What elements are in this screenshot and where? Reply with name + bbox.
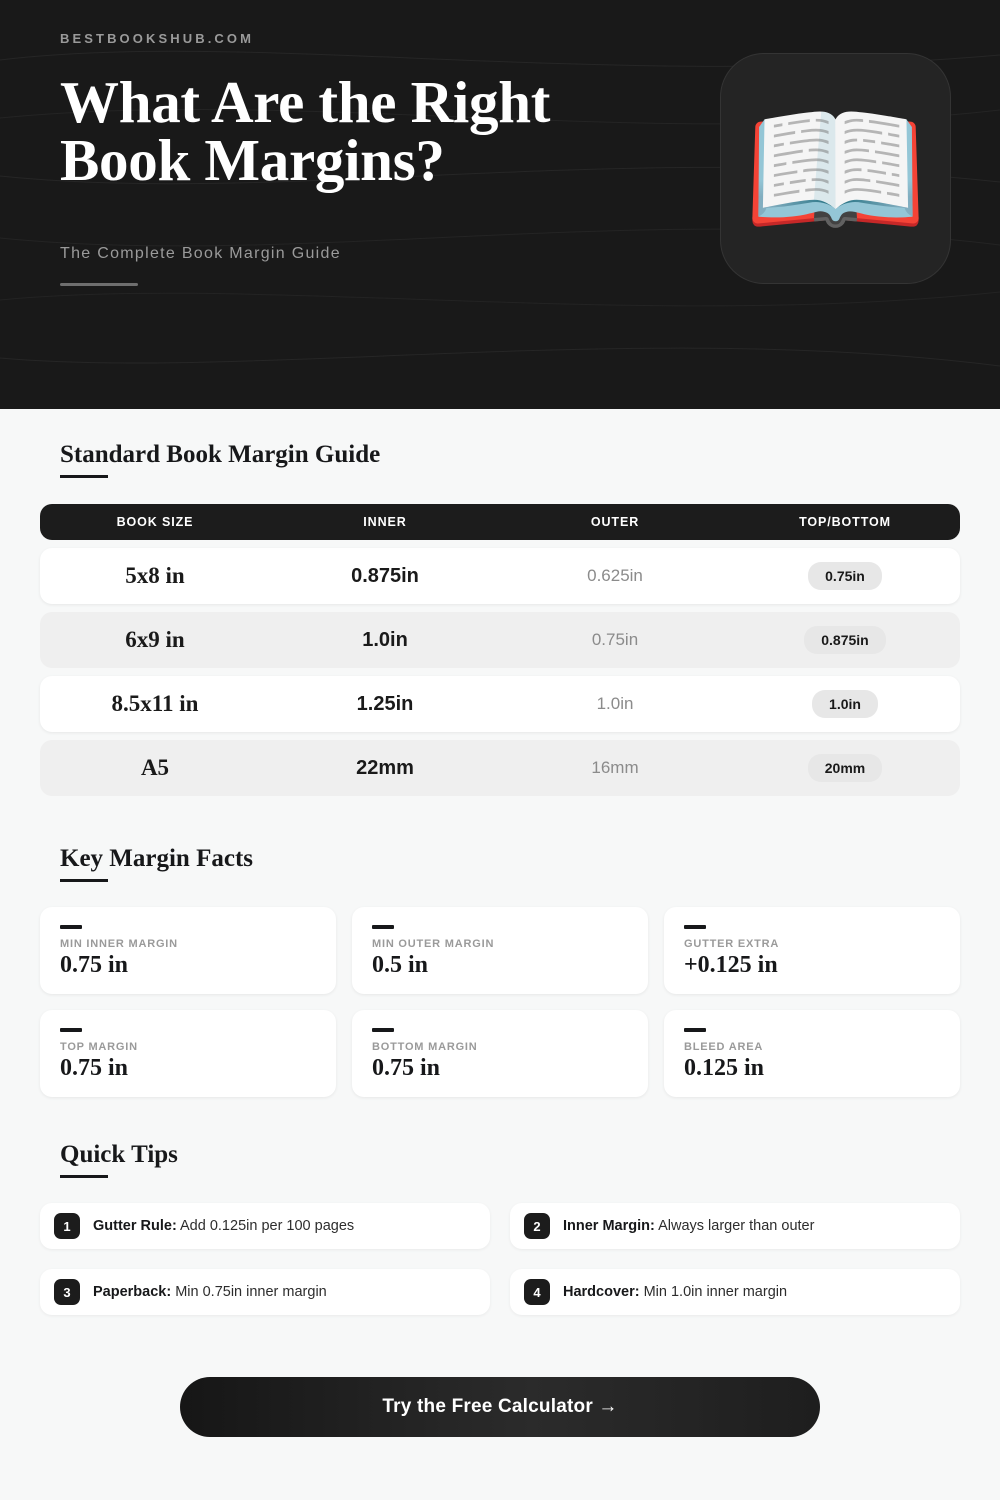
top-bottom-badge: 0.875in: [804, 626, 885, 654]
section-heading-table: Standard Book Margin Guide: [60, 441, 380, 478]
fact-tick-icon: [684, 1028, 706, 1032]
table-row: [40, 676, 960, 732]
page-header: [0, 0, 1000, 409]
cell-outer: 0.75in: [591, 630, 639, 649]
fact-tick-icon: [684, 925, 706, 929]
site-label: BESTBOOKSHUB.COM: [60, 31, 255, 46]
table-row: [40, 548, 960, 604]
cell-top-bottom: [730, 754, 960, 782]
tip-body: Min 0.75in inner margin: [175, 1284, 327, 1300]
open-book-icon: 📖: [742, 84, 929, 253]
fact-label: GUTTER EXTRA: [684, 938, 780, 950]
fact-value: +0.125 in: [684, 952, 778, 978]
fact-card: [40, 907, 336, 994]
tip-text: [563, 1284, 787, 1300]
tip-text: [93, 1218, 354, 1234]
cell-top-bottom: [730, 562, 960, 590]
tip-card: [40, 1203, 490, 1249]
fact-label: BLEED AREA: [684, 1041, 764, 1053]
fact-card: [40, 1010, 336, 1097]
fact-value: 0.125 in: [684, 1055, 765, 1081]
page-subtitle: The Complete Book Margin Guide: [60, 245, 341, 262]
open-book-tile: [720, 53, 951, 284]
tip-number-badge: 1: [54, 1213, 80, 1239]
page-title: What Are the Right Book Margins?: [60, 69, 551, 193]
tip-card: [510, 1269, 960, 1315]
cell-outer: 16mm: [591, 758, 639, 777]
fact-tick-icon: [60, 1028, 82, 1032]
key-facts-section: [40, 796, 960, 1097]
cell-inner: 1.0in: [362, 628, 408, 651]
fact-label: MIN INNER MARGIN: [60, 938, 178, 950]
quick-tips-section: [40, 1097, 960, 1315]
cta-section: [40, 1377, 960, 1437]
margin-table-section: [40, 409, 960, 796]
tip-card: [510, 1203, 960, 1249]
tip-number-badge: 4: [524, 1279, 550, 1305]
cell-inner: 0.875in: [351, 564, 419, 587]
tip-title: Inner Margin:: [563, 1218, 655, 1234]
tip-body: Min 1.0in inner margin: [643, 1284, 788, 1300]
cell-outer: 1.0in: [596, 694, 634, 713]
fact-tick-icon: [60, 925, 82, 929]
table-row: [40, 740, 960, 796]
tip-title: Paperback:: [93, 1284, 172, 1300]
fact-value: 0.5 in: [372, 952, 429, 978]
tip-card: [40, 1269, 490, 1315]
column-header-outer: OUTER: [590, 515, 640, 529]
fact-value: 0.75 in: [60, 1055, 129, 1081]
cell-inner: 1.25in: [356, 692, 414, 715]
column-header-book-size: BOOK SIZE: [116, 515, 194, 529]
fact-label: MIN OUTER MARGIN: [372, 938, 495, 950]
tip-text: [563, 1218, 814, 1234]
fact-card: [664, 1010, 960, 1097]
fact-card: [352, 907, 648, 994]
fact-label: TOP MARGIN: [60, 1041, 138, 1053]
fact-card: [352, 1010, 648, 1097]
table-header-row: [40, 504, 960, 540]
section-heading-facts: Key Margin Facts: [60, 845, 253, 882]
subtitle-rule: [60, 283, 138, 286]
top-bottom-badge: 0.75in: [808, 562, 882, 590]
tip-text: [93, 1284, 327, 1300]
tip-body: Always larger than outer: [658, 1218, 815, 1234]
tip-number-badge: 3: [54, 1279, 80, 1305]
cell-book-size: 6x9 in: [125, 627, 185, 652]
fact-card: [664, 907, 960, 994]
cell-book-size: 8.5x11 in: [111, 691, 199, 716]
cell-book-size: 5x8 in: [125, 563, 185, 588]
tip-body: Add 0.125in per 100 pages: [180, 1218, 355, 1234]
cell-book-size: A5: [140, 755, 170, 780]
margin-table: [40, 504, 960, 796]
top-bottom-badge: 1.0in: [812, 690, 878, 718]
page-content: [0, 409, 1000, 1437]
fact-tick-icon: [372, 1028, 394, 1032]
tips-grid: [40, 1203, 960, 1315]
cell-top-bottom: [730, 690, 960, 718]
fact-label: BOTTOM MARGIN: [372, 1041, 478, 1053]
column-header-inner: INNER: [363, 515, 407, 529]
cell-inner: 22mm: [356, 756, 414, 779]
cell-outer: 0.625in: [587, 566, 643, 585]
tip-number-badge: 2: [524, 1213, 550, 1239]
facts-grid: [40, 907, 960, 1097]
fact-value: 0.75 in: [372, 1055, 441, 1081]
section-heading-tips: Quick Tips: [60, 1141, 178, 1178]
fact-tick-icon: [372, 925, 394, 929]
tip-title: Hardcover:: [563, 1284, 640, 1300]
cell-top-bottom: [730, 626, 960, 654]
fact-value: 0.75 in: [60, 952, 129, 978]
top-bottom-badge: 20mm: [808, 754, 882, 782]
tip-title: Gutter Rule:: [93, 1218, 177, 1234]
try-free-calculator-button[interactable]: Try the Free Calculator →: [180, 1377, 820, 1437]
column-header-top-bottom: TOP/BOTTOM: [799, 515, 891, 529]
table-row: [40, 612, 960, 668]
